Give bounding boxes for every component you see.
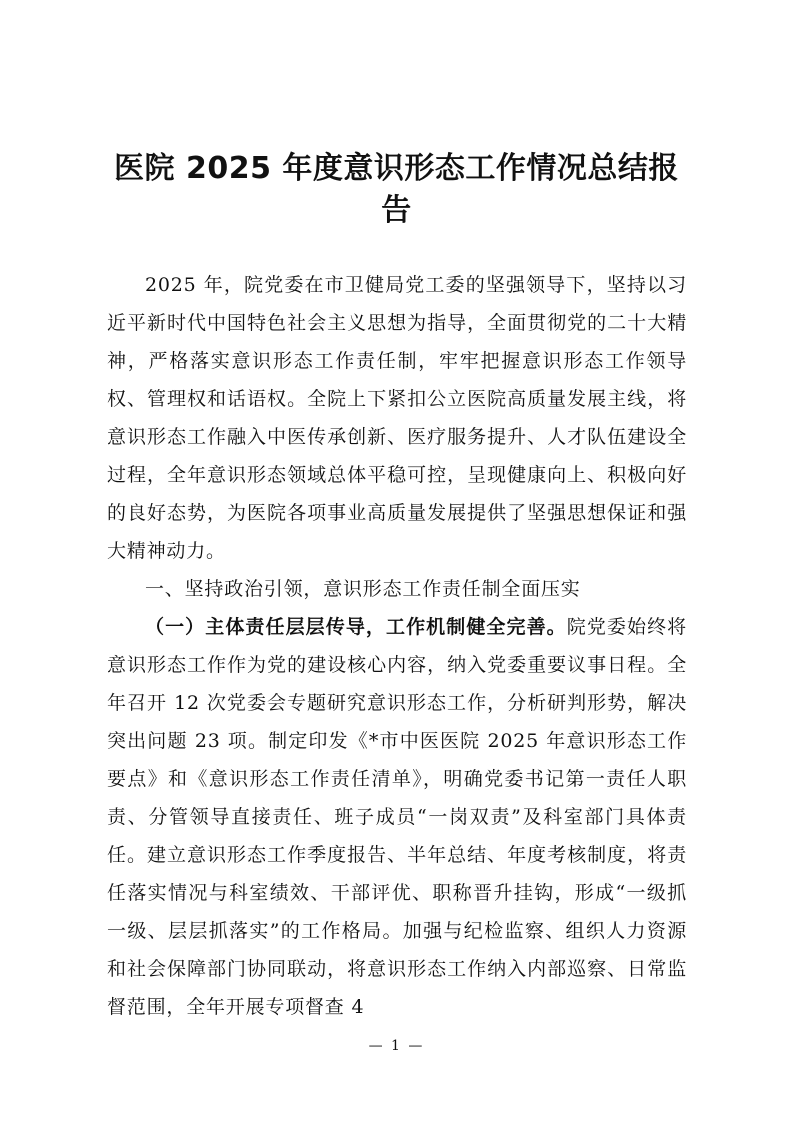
subsection-paragraph-1 — [107, 608, 687, 1026]
page-number: — 1 — — [368, 1038, 425, 1054]
document-title: 医院 2025 年度意识形态工作情况总结报告 — [114, 151, 679, 228]
subsection-lead-1: （一）主体责任层层传导，工作机制健全完善。 — [145, 616, 567, 638]
subsection-text-1: 院党委始终将意识形态工作作为党的建设核心内容，纳入党委重要议事日程。全年召开 12 次党委会专题研究意识形态工作，分析研判形势，解决突出问题 23 项。制定印发《*市中医医院 2025 年意识形态工作要点》和《意识形态工作责任清单》，明确党委书记第一责任人职责、分管领导直接责任、班子成员“一岗双责”及科室部门具体责任。建立意识形态工作季度报告、半年总结、年度考核制度，将责任落实情况与科室绩效、干部评优、职称晋升挂钩，形成“一级抓一级、层层抓落实”的工作格局。加强与纪检监察、组织人力资源和社会保障部门协同联动，将意识形态工作纳入内部巡察、日常监督范围，全年开展专项督查 4 — [107, 616, 687, 1018]
section-heading-1: 一、坚持政治引领，意识形态工作责任制全面压实 — [145, 578, 581, 600]
intro-paragraph: 2025 年，院党委在市卫健局党工委的坚强领导下，坚持以习近平新时代中国特色社会主义思想为指导，全面贯彻党的二十大精神，严格落实意识形态工作责任制，牢牢把握意识形态工作领导权、管理权和话语权。全院上下紧扣公立医院高质量发展主线，将意识形态工作融入中医传承创新、医疗服务提升、人才队伍建设全过程，全年意识形态领域总体平稳可控，呈现健康向上、积极向好的良好态势，为医院各项事业高质量发展提供了坚强思想保证和强大精神动力。 — [107, 274, 687, 562]
document-body — [107, 266, 687, 1026]
